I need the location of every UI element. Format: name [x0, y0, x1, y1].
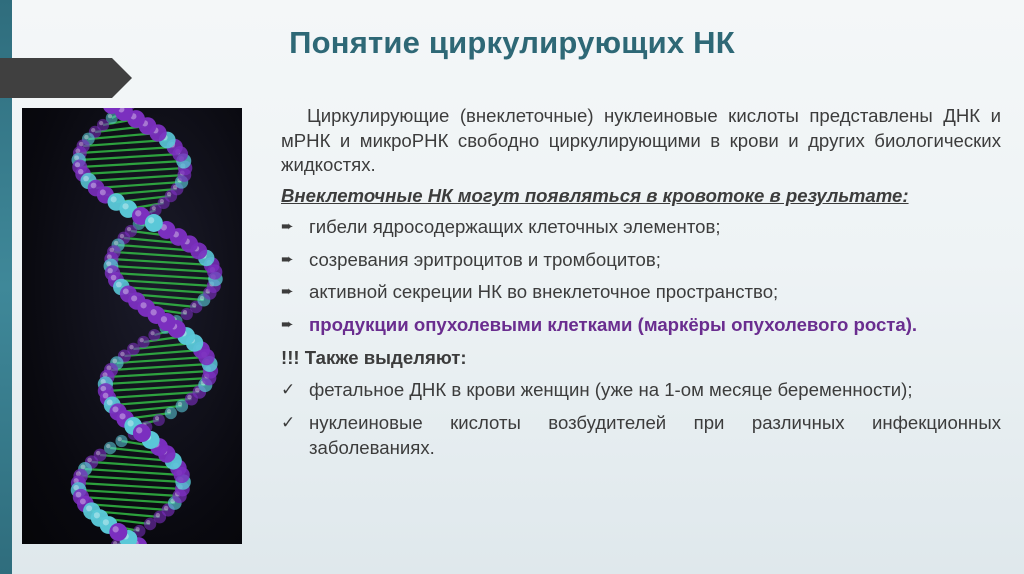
helix-bead: [145, 214, 163, 232]
causes-subheading: Внеклеточные НК могут появляться в кровотоке в результате:: [281, 185, 909, 207]
helix-bead-highlight: [91, 183, 97, 189]
helix-bead-highlight: [111, 196, 117, 202]
helix-bead-highlight: [122, 203, 128, 209]
helix-rung: [105, 378, 209, 384]
helix-bead-highlight: [107, 268, 112, 273]
helix-rung: [83, 168, 185, 174]
helix-bead-highlight: [78, 169, 83, 174]
helix-bead-highlight: [79, 142, 84, 147]
cause-item: [281, 248, 1001, 273]
also-heading: !!! Также выделяют:: [281, 346, 467, 368]
helix-bead-highlight: [178, 402, 182, 406]
helix-bead: [137, 336, 149, 348]
cause-item-highlighted: [281, 313, 1001, 338]
helix-bead-highlight: [80, 499, 86, 505]
helix-bead-highlight: [120, 234, 124, 238]
helix-bead-highlight: [131, 295, 137, 301]
helix-bead-highlight: [75, 149, 80, 154]
helix-bead: [115, 435, 127, 447]
helix-bead-highlight: [99, 121, 103, 125]
helix-bead-highlight: [76, 492, 82, 498]
helix-bead-highlight: [155, 416, 159, 420]
helix-bead-highlight: [116, 282, 122, 288]
helix-bead: [148, 329, 160, 341]
helix-bead-highlight: [109, 248, 114, 253]
helix-rung: [107, 371, 210, 377]
arrow-bullet-icon: ➨: [281, 217, 294, 235]
helix-bead-highlight: [164, 506, 169, 511]
helix-rung: [79, 490, 180, 496]
helix-rung: [111, 266, 215, 272]
helix-bead-highlight: [183, 310, 187, 314]
helix-bead-highlight: [103, 393, 109, 399]
helix-rung: [80, 147, 175, 153]
dna-helix-image: [22, 108, 242, 544]
helix-bead-highlight: [150, 331, 154, 335]
helix-rung: [116, 280, 214, 286]
helix-bead-highlight: [96, 451, 101, 456]
helix-bead-highlight: [187, 395, 192, 400]
helix-rung: [89, 175, 185, 181]
arrow-bullet-icon: ➨: [281, 316, 294, 334]
also-item: [281, 411, 1001, 460]
helix-bead-highlight: [74, 155, 79, 160]
cause-text: активной секреции НК во внеклеточное пространство;: [309, 281, 779, 303]
helix-bead: [165, 407, 177, 419]
helix-rung: [111, 259, 211, 265]
also-text: нуклеиновые кислоты возбудителей при различных инфекционных заболеваниях.: [309, 412, 1001, 458]
helix-bead-highlight: [84, 135, 88, 139]
helix-rung: [80, 161, 184, 167]
helix-bead-highlight: [195, 388, 200, 393]
helix-bead-highlight: [127, 420, 133, 426]
helix-bead-highlight: [83, 176, 89, 182]
helix-bead-highlight: [150, 309, 156, 315]
helix-bead-highlight: [127, 227, 131, 231]
helix-bead-highlight: [140, 302, 146, 308]
helix-bead-highlight: [112, 406, 118, 412]
helix-rung: [112, 273, 215, 279]
dna-helix-illustration: [22, 108, 242, 544]
cause-text: гибели ядросодержащих клеточных элементов;: [309, 215, 721, 237]
checkmark-icon: ✓: [281, 413, 296, 433]
helix-bead: [158, 313, 176, 331]
helix-bead-highlight: [156, 513, 160, 517]
cause-item: [281, 280, 1001, 305]
helix-bead-highlight: [140, 338, 144, 342]
helix-bead-highlight: [135, 210, 141, 216]
helix-bead-highlight: [120, 352, 125, 357]
helix-rung: [85, 469, 182, 475]
helix-bead-highlight: [148, 217, 154, 223]
helix-bead-highlight: [112, 359, 117, 364]
cause-text: продукции опухолевыми клетками (маркёры опухолевого роста).: [309, 314, 918, 336]
helix-bead: [153, 414, 165, 426]
helix-bead-highlight: [119, 413, 125, 419]
helix-rung: [81, 497, 175, 503]
helix-bead-highlight: [108, 114, 112, 118]
helix-bead-highlight: [167, 192, 171, 196]
helix-bead: [109, 523, 127, 541]
helix-bead-highlight: [123, 288, 129, 294]
helix-rung: [83, 140, 167, 146]
helix-bead-highlight: [107, 399, 113, 405]
helix-bead-highlight: [146, 520, 150, 524]
helix-rung: [96, 182, 182, 188]
helix-rung: [79, 154, 181, 160]
helix-bead-highlight: [75, 162, 80, 167]
helix-bead: [133, 424, 151, 442]
helix-bead-highlight: [103, 519, 109, 525]
helix-bead-highlight: [111, 275, 117, 281]
helix-bead-highlight: [118, 437, 122, 441]
helix-bead-highlight: [106, 365, 111, 370]
helix-rung: [78, 483, 182, 489]
helix-rung: [81, 476, 183, 482]
arrow-bullet-icon: ➨: [281, 283, 294, 301]
helix-bead-highlight: [91, 128, 95, 132]
also-item: [281, 378, 1001, 403]
helix-bead-highlight: [152, 206, 156, 210]
title-arrow-decoration: [0, 58, 132, 98]
helix-bead-highlight: [114, 241, 119, 246]
also-text: фетальное ДНК в крови женщин (уже на 1-ом месяце беременности);: [309, 379, 913, 401]
helix-bead-highlight: [81, 464, 86, 469]
helix-bead-highlight: [87, 458, 92, 463]
helix-bead-highlight: [136, 527, 140, 531]
helix-bead-highlight: [86, 505, 92, 511]
intro-paragraph: Циркулирующие (внеклеточные) нуклеиновые кислоты представлены ДНК и мРНК и микроРНК свободно циркулирующими в крови и других биологических жидкостях.: [281, 105, 1001, 176]
helix-bead-highlight: [106, 444, 110, 448]
helix-bead-highlight: [94, 512, 100, 518]
helix-bead-highlight: [167, 409, 171, 413]
helix-bead-highlight: [200, 296, 205, 301]
page-title: Понятие циркулирующих НК: [289, 25, 735, 60]
checkmark-icon: ✓: [281, 380, 296, 400]
helix-bead-highlight: [112, 526, 118, 532]
slide-content: [281, 104, 1001, 469]
helix-bead-highlight: [192, 303, 196, 307]
arrow-bullet-icon: ➨: [281, 250, 294, 268]
helix-bead-highlight: [160, 199, 164, 203]
helix-bead-highlight: [161, 316, 167, 322]
helix-bead-highlight: [136, 427, 142, 433]
cause-text: созревания эритроцитов и тромбоцитов;: [309, 248, 661, 270]
helix-rung: [106, 385, 206, 391]
helix-bead-highlight: [129, 345, 133, 349]
helix-bead-highlight: [100, 189, 106, 195]
helix-rung: [111, 364, 210, 370]
cause-item: [281, 215, 1001, 240]
